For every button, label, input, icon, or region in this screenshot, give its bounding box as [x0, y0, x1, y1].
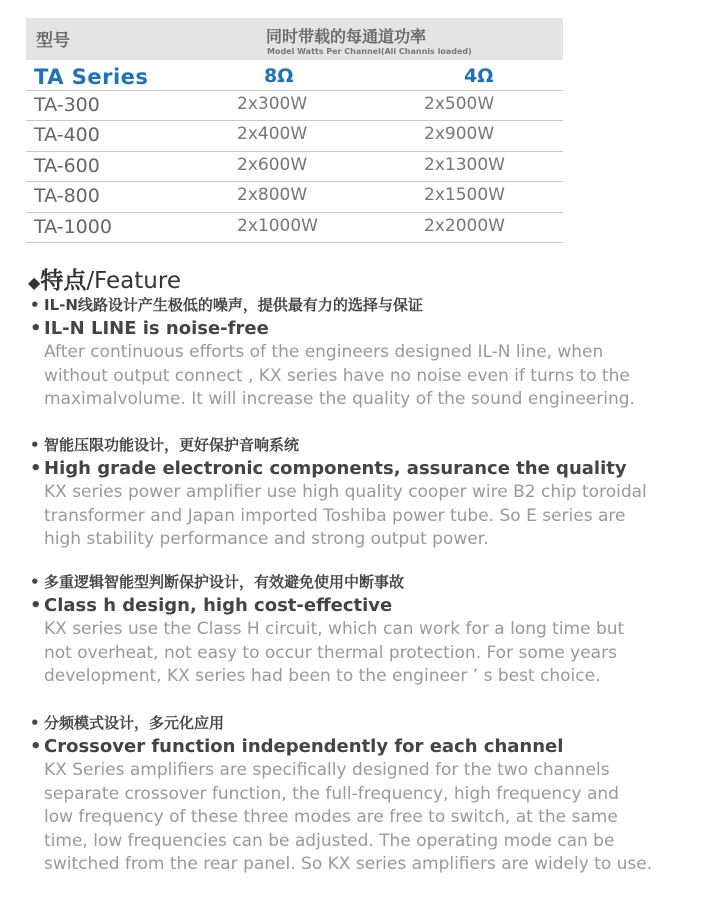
feature-description [44, 618, 700, 689]
feature-title-text: High grade electronic components, assurance the quality [44, 458, 627, 479]
feature-cn-line [30, 711, 700, 735]
bullet-icon: • [30, 736, 42, 757]
table-row [26, 182, 563, 212]
power-4-ohm-cell: 2x500W [424, 94, 495, 114]
table-row [26, 121, 563, 151]
description-line: without output connect , KX series have no noise even if turns to the [44, 365, 630, 386]
impedance-4-ohm: 4Ω [464, 65, 494, 87]
description-line: low frequency of these three modes are free to switch, at the same [44, 807, 618, 827]
feature-cn-text: 智能压限功能设计，更好保护音响系统 [44, 436, 300, 454]
feature-block [30, 711, 700, 877]
series-row [26, 60, 563, 91]
feature-block [30, 433, 700, 552]
table-header [26, 18, 563, 60]
bullet-icon: • [30, 436, 40, 454]
feature-cn-line [30, 433, 700, 457]
feature-description [44, 341, 700, 412]
description-line: KX series power amplifier use high quality cooper wire B2 chip toroidal [44, 482, 647, 502]
description-line: KX Series amplifiers are specifically designed for the two channels [44, 760, 610, 780]
power-4-ohm-cell: 2x1300W [424, 154, 505, 175]
feature-block [30, 293, 700, 412]
feature-title [30, 317, 700, 341]
power-8-ohm-cell: 2x1000W [237, 215, 318, 236]
bullet-icon: • [30, 573, 40, 591]
power-8-ohm-cell: 2x400W [237, 124, 308, 145]
bullet-icon: • [30, 595, 42, 616]
feature-heading-en: /Feature [86, 268, 181, 294]
description-line: After continuous efforts of the engineers designed IL-N line, when [44, 342, 604, 362]
power-4-ohm-cell: 2x2000W [424, 215, 505, 236]
power-8-ohm-cell: 2x300W [237, 94, 308, 114]
description-line: KX series use the Class H circuit, which can work for a long time but [44, 619, 625, 639]
description-line: development, KX series had been to the engineer ’ s best choice. [44, 666, 601, 686]
model-cell: TA-600 [34, 154, 100, 177]
description-line: switched from the rear panel. So KX series amplifiers are widely to use. [44, 854, 653, 874]
feature-description [44, 759, 700, 877]
feature-title-text: Class h design, high cost-effective [44, 595, 393, 616]
model-cell: TA-400 [34, 124, 100, 147]
table-row [26, 91, 563, 121]
impedance-8-ohm: 8Ω [264, 65, 294, 87]
bullet-icon: • [30, 714, 40, 732]
model-cell: TA-300 [34, 94, 100, 116]
bullet-icon: • [30, 458, 42, 479]
feature-title-text: Crossover function independently for each channel [44, 736, 564, 757]
description-line: separate crossover function, the full-frequency, high frequency and [44, 783, 619, 804]
power-4-ohm-cell: 2x1500W [424, 185, 505, 206]
feature-cn-text: 多重逻辑智能型判断保护设计，有效避免使用中断事故 [44, 573, 405, 591]
feature-block [30, 570, 700, 689]
diamond-bullet-icon: ◆ [28, 273, 41, 292]
power-8-ohm-cell: 2x600W [237, 154, 308, 175]
model-column-header: 型号 [36, 31, 70, 51]
model-cell: TA-1000 [34, 215, 112, 238]
power-4-ohm-cell: 2x900W [424, 124, 495, 145]
bullet-icon: • [30, 318, 42, 339]
feature-title-text: IL-N LINE is noise-free [44, 318, 269, 339]
description-line: maximalvolume. It will increase the quality of the sound engineering. [44, 389, 635, 409]
description-line: not overheat, not easy to occur thermal protection. For some years [44, 642, 617, 663]
feature-cn-text: 分频模式设计，多元化应用 [44, 714, 225, 732]
feature-title [30, 594, 700, 618]
table-row [26, 152, 563, 182]
model-cell: TA-800 [34, 185, 100, 208]
feature-title [30, 735, 700, 759]
description-line: time, low frequencies can be adjusted. The operating mode can be [44, 830, 615, 851]
feature-cn-line [30, 293, 700, 317]
description-line: transformer and Japan imported Toshiba power tube. So E series are [44, 505, 626, 526]
feature-heading [28, 262, 181, 295]
feature-description [44, 481, 700, 552]
power-column-subheader: Model Watts Per Channel(All Channis loaded) [267, 47, 472, 56]
power-8-ohm-cell: 2x800W [237, 185, 308, 206]
bullet-icon: • [30, 296, 40, 314]
feature-title [30, 457, 700, 481]
series-name: TA Series [34, 65, 149, 89]
table-row [26, 213, 563, 243]
spec-table [26, 18, 563, 243]
power-column-header: 同时带载的每通道功率 [266, 27, 427, 46]
description-line: high stability performance and strong output power. [44, 529, 489, 549]
feature-cn-line [30, 570, 700, 594]
feature-cn-text: IL-N线路设计产生极低的噪声，提供最有力的选择与保证 [44, 296, 423, 314]
feature-heading-cn: 特点 [40, 268, 87, 294]
